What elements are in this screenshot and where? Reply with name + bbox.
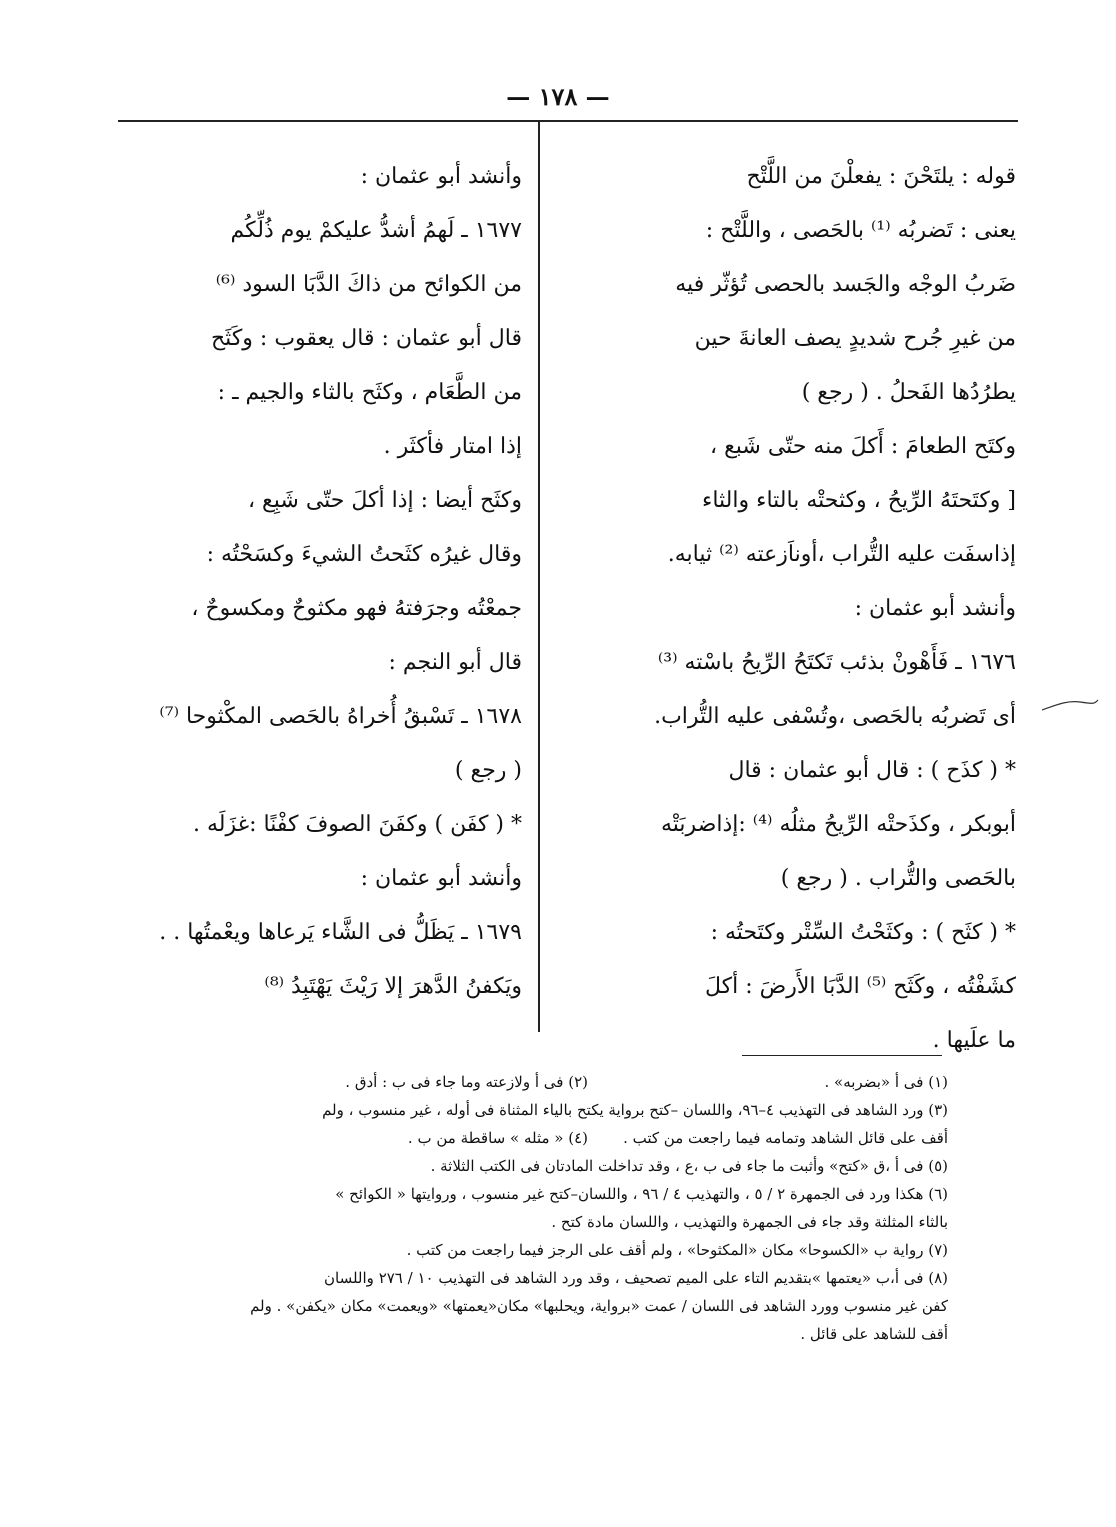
footnote-rule (742, 1055, 942, 1056)
text-line: [ وكتَحتَهُ الرِّيحُ ، وكثحتْه بالتاء والثاء (701, 488, 1016, 513)
text-line: من الطَّعَام ، وكثَح بالثاء والجيم ـ : (217, 380, 522, 405)
text-line: قوله : يلتَحْنَ : يفعلْنَ من اللَّتْح (746, 164, 1016, 189)
text-line: ( رجع ) (454, 758, 522, 783)
footnotes (118, 1068, 948, 1348)
text-line: * ( كفَن ) وكفَنَ الصوفَ كفْنًا :غزَلَه . (193, 812, 522, 837)
footnote: كفن غير منسوب وورد الشاهد فى اللسان / عمت «برواية، ويحلبها» مكان«يعمتها» «ويعمت» مكان «يكفن» . ولم (250, 1297, 948, 1315)
text-line: قال أبو عثمان : قال يعقوب : وكَثَح (210, 326, 522, 351)
footnote: (٦) هكذا ورد فى الجمهرة ٢ / ٥ ، والتهذيب ٤ / ٩٦ ، واللسان–كتح غير منسوب ، وروايتها « الكوائح » (335, 1185, 948, 1203)
text-line: ١٦٧٨ ـ تَسْبقُ أُخراهُ بالحَصى المكْثوحا ⁽⁷⁾ (159, 704, 522, 729)
text-line: وأنشد أبو عثمان : (854, 596, 1016, 621)
margin-mark-icon (1040, 694, 1100, 716)
text-line: يطرُدُها الفَحلُ . ( رجع ) (801, 380, 1016, 405)
text-line: من الكوائح من ذاكَ الدَّبَا السود ⁽⁶⁾ (215, 272, 522, 297)
text-line: وكتَح الطعامَ : أَكلَ منه حتّى شَبع ، (709, 434, 1016, 459)
right-column (552, 150, 1016, 1068)
text-line: * ( كذَح ) : قال أبو عثمان : قال (728, 758, 1016, 783)
page-number: — ١٧٨ — (506, 82, 610, 111)
footnote-row (118, 1068, 948, 1096)
text-line: من غيرِ جُرح شديدٍ يصف العانةَ حين (694, 326, 1016, 351)
footnote: (١) فى أ «بضربه» . (824, 1073, 948, 1091)
text-line: ما علَيها . (932, 1028, 1016, 1053)
text-line: ويَكفنُ الدَّهرَ إلا رَيْثَ يَهْتَبِدُ ⁽⁸⁾ (264, 974, 522, 999)
text-line: إذا امتار فأكثَر . (383, 434, 522, 459)
text-line: وكثَح أيضا : إذا أكلَ حتّى شَبِع ، (247, 488, 522, 513)
column-divider (538, 122, 540, 1032)
text-line: ضَربُ الوجْه والجَسد بالحصى تُؤثّر فيه (675, 272, 1016, 297)
footnote: أقف على قائل الشاهد وتمامه فيما راجعت من كتب . (623, 1129, 948, 1147)
text-line: وقال غيرُه كثَحتُ الشيءَ وكسَحْتُه : (206, 542, 522, 567)
footnote: بالثاء المثلثة وقد جاء فى الجمهرة والتهذيب ، واللسان مادة كتح . (551, 1213, 948, 1231)
footnote: (٢) فى أ ولازعته وما جاء فى ب : أدق . (345, 1073, 588, 1091)
text-line: قال أبو النجم : (388, 650, 522, 675)
header-rule (118, 120, 1018, 122)
footnote: (٨) فى أ،ب «يعتمها »بتقديم التاء على الميم تصحيف ، وقد ورد الشاهد فى التهذيب ١٠ / ٢٧٦ واللسان (324, 1269, 948, 1287)
text-line: وأنشد أبو عثمان : (360, 164, 522, 189)
text-line: يعنى : تَضربُه ⁽¹⁾ بالحَصى ، واللَّتْح : (705, 218, 1016, 243)
text-line: وأنشد أبو عثمان : (360, 866, 522, 891)
left-column (112, 150, 522, 1014)
text-line: ١٦٧٧ ـ لَهمُ أشدُّ عليكمْ يوم ذُلِّكُم (230, 218, 522, 243)
footnote-row (118, 1124, 948, 1152)
footnote: (٤) « مثله » ساقطة من ب . (407, 1129, 588, 1147)
text-line: * ( كثَح ) : وكثَحْتُ السِّتْر وكتَحتُه : (710, 920, 1016, 945)
footnote: أقف للشاهد على قائل . (800, 1325, 948, 1343)
text-line: ١٦٧٦ ـ فَأَهْونْ بذئب تَكتَحُ الرِّيحُ باسْته ⁽³⁾ (657, 650, 1016, 675)
footnote: (٣) ورد الشاهد فى التهذيب ٤–٩٦، واللسان –كتح برواية يكتح بالياء المثناة فى أوله ، غير منسوب ، ولم (322, 1101, 948, 1119)
text-line: أى تَضربُه بالحَصى ،وتُسْفى عليه التُّراب. (654, 704, 1016, 729)
text-line: أبوبكر ، وكذَحتْه الرِّيحُ مثلُه ⁽⁴⁾ :إذاضربَتْه (661, 812, 1016, 837)
text-line: جمعْتُه وجرَفتهُ فهو مكثوحٌ ومكسوحٌ ، (191, 596, 522, 621)
text-line: ١٦٧٩ ـ يَظَلُّ فى الشَّاء يَرعاها ويعْمتُها . . (159, 920, 522, 945)
text-line: إذاسفَت عليه التُّراب ،أوناَزعته ⁽²⁾ ثيابه. (667, 542, 1016, 567)
footnote: (٧) رواية ب «الكسوحا» مكان «المكثوحا» ، ولم أقف على الرجز فيما راجعت من كتب . (406, 1241, 948, 1259)
text-line: كشَفْتُه ، وكَثَح ⁽⁵⁾ الدَّبَا الأَرضَ : أكلَ (704, 974, 1016, 999)
text-line: بالحَصى والتُّراب . ( رجع ) (780, 866, 1016, 891)
footnote: (٥) فى أ ،ق «كتح» وأثبت ما جاء فى ب ،ع ، وقد تداخلت المادتان فى الكتب الثلاثة . (430, 1157, 948, 1175)
